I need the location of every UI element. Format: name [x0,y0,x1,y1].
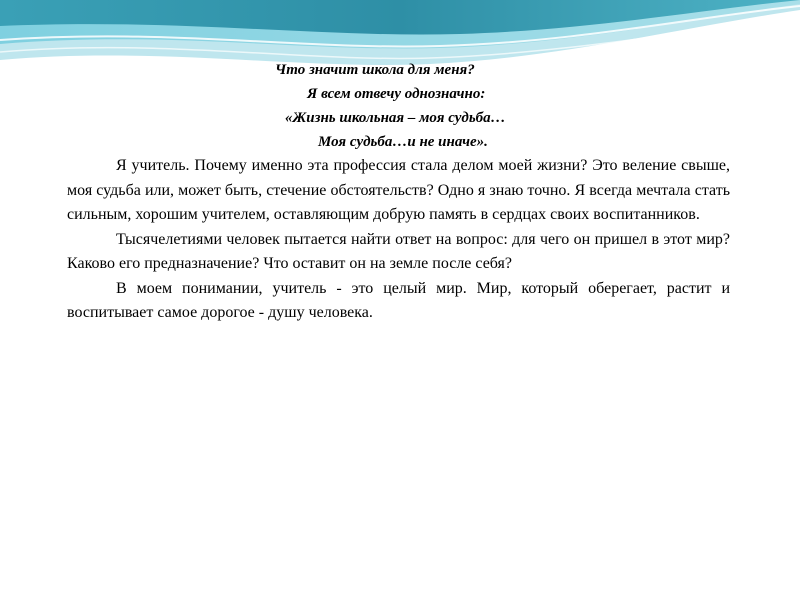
epigraph-line-3: «Жизнь школьная – моя судьба… [285,110,506,126]
epigraph [67,58,730,154]
slide-content [67,58,730,326]
epigraph-line-4: Моя судьба…и не иначе». [318,134,488,150]
epigraph-line-2: Я всем отвечу однозначно: [307,86,486,102]
epigraph-line-1: Что значит школа для меня? [275,62,475,78]
paragraph-2: Тысячелетиями человек пытается найти ответ на вопрос: для чего он пришел в этот мир? Каково его предназначение? Что оставит он на земле после себя? [67,230,730,272]
paragraph-1: Я учитель. Почему именно эта профессия стала делом моей жизни? Это веление свыше, моя судьба или, может быть, стечение обстоятельств? Одно я знаю точно. Я всегда мечтала стать сильным, хорошим учителем, оставляющим добрую память в сердцах своих воспитанников. [67,157,730,223]
paragraph-3: В моем понимании, учитель - это целый мир. Мир, который оберегает, растит и воспитывает самое дорогое - душу человека. [67,279,730,321]
